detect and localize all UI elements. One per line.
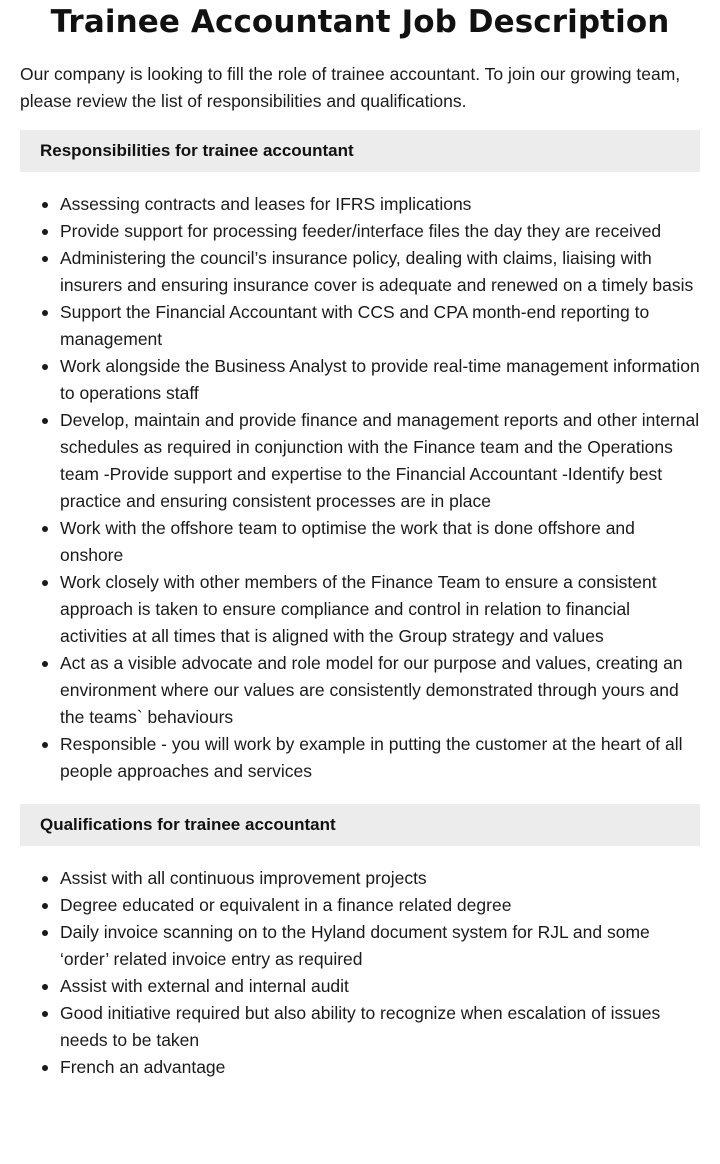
responsibilities-list xyxy=(20,191,700,785)
responsibilities-heading: Responsibilities for trainee accountant xyxy=(20,130,700,172)
list-item: Work with the offshore team to optimise the work that is done offshore and onshore xyxy=(60,515,700,569)
list-item: Support the Financial Accountant with CCS and CPA month-end reporting to management xyxy=(60,299,700,353)
list-item: Daily invoice scanning on to the Hyland document system for RJL and some ‘order’ related invoice entry as required xyxy=(60,919,700,973)
qualifications-heading: Qualifications for trainee accountant xyxy=(20,804,700,846)
list-item: Work closely with other members of the Finance Team to ensure a consistent approach is taken to ensure compliance and control in relation to financial activities at all times that is aligned with the Group strategy and values xyxy=(60,569,700,650)
responsibilities-section xyxy=(20,130,700,785)
list-item: Provide support for processing feeder/interface files the day they are received xyxy=(60,218,700,245)
qualifications-list xyxy=(20,865,700,1081)
list-item: Administering the council’s insurance policy, dealing with claims, liaising with insurers and ensuring insurance cover is adequate and renewed on a timely basis xyxy=(60,245,700,299)
list-item: French an advantage xyxy=(60,1054,700,1081)
list-item: Act as a visible advocate and role model for our purpose and values, creating an environment where our values are consistently demonstrated through yours and the teams` behaviours xyxy=(60,650,700,731)
intro-paragraph: Our company is looking to fill the role of trainee accountant. To join our growing team, please review the list of responsibilities and qualifications. xyxy=(20,64,681,111)
page-title: Trainee Accountant Job Description xyxy=(50,4,670,40)
list-item: Assist with external and internal audit xyxy=(60,973,700,1000)
list-item: Assist with all continuous improvement projects xyxy=(60,865,700,892)
list-item: Responsible - you will work by example in putting the customer at the heart of all people approaches and services xyxy=(60,731,700,785)
qualifications-section xyxy=(20,804,700,1081)
list-item: Assessing contracts and leases for IFRS implications xyxy=(60,191,700,218)
list-item: Degree educated or equivalent in a finance related degree xyxy=(60,892,700,919)
list-item: Work alongside the Business Analyst to provide real-time management information to operations staff xyxy=(60,353,700,407)
list-item: Develop, maintain and provide finance and management reports and other internal schedules as required in conjunction with the Finance team and the Operations team -Provide support and expertise to the Financial Accountant -Identify best practice and ensuring consistent processes are in place xyxy=(60,407,700,515)
list-item: Good initiative required but also ability to recognize when escalation of issues needs to be taken xyxy=(60,1000,700,1054)
